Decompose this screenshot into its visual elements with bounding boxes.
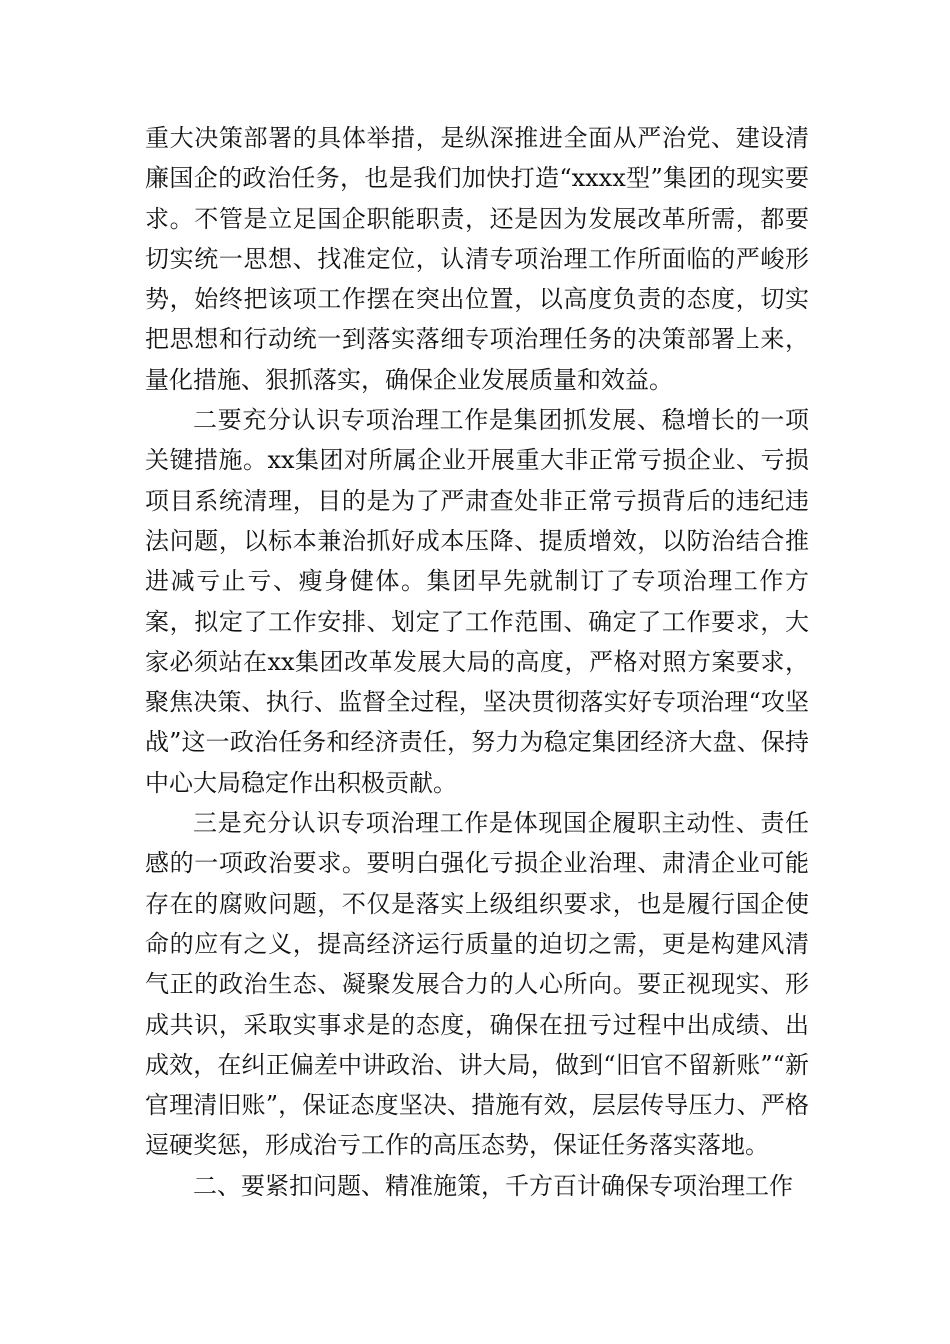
paragraph-point-two: 二要充分认识专项治理工作是集团抓发展、稳增长的一项关键措施。xx集团对所属企业开展重大非正常亏损企业、亏损项目系统清理，目的是为了严肃查处非正常亏损背后的违纪违法问题，以标本兼治抓好成本压降、提质增效，以防治结合推进减亏止亏、瘦身健体。集团早先就制订了专项治理工作方案，拟定了工作安排、划定了工作范围、确定了工作要求，大家必须站在xx集团改革发展大局的高度，严格对照方案要求，聚焦决策、执行、监督全过程，坚决贯彻落实好专项治理“攻坚战”这一政治任务和经济责任，努力为稳定集团经济大盘、保持中心大局稳定作出积极贡献。 [145,406,809,797]
document-body [145,118,809,1206]
section-two-heading: 二、要紧扣问题、精准施策，千方百计确保专项治理工作 [193,1171,793,1200]
paragraph-continuation: 重大决策部署的具体举措，是纵深推进全面从严治党、建设清廉国企的政治任务，也是我们加快打造“xxxx型”集团的现实要求。不管是立足国企职能职责，还是因为发展改革所需，都要切实统一思想、找准定位，认清专项治理工作所面临的严峻形势，始终把该项工作摆在突出位置，以高度负责的态度，切实把思想和行动统一到落实落细专项治理任务的决策部署上来，量化措施、狠抓落实，确保企业发展质量和效益。 [145,124,809,394]
paragraph-point-three: 三是充分认识专项治理工作是体现国企履职主动性、责任感的一项政治要求。要明白强化亏损企业治理、肃清企业可能存在的腐败问题，不仅是落实上级组织要求，也是履行国企使命的应有之义，提高经济运行质量的迫切之需，更是构建风清气正的政治生态、凝聚发展合力的人心所向。要正视现实、形成共识，采取实事求是的态度，确保在扭亏过程中出成绩、出成效，在纠正偏差中讲政治、讲大局，做到“旧官不留新账”“新官理清旧账”，保证态度坚决、措施有效，层层传导压力、严格逗硬奖惩，形成治亏工作的高压态势，保证任务落实落地。 [145,809,809,1160]
